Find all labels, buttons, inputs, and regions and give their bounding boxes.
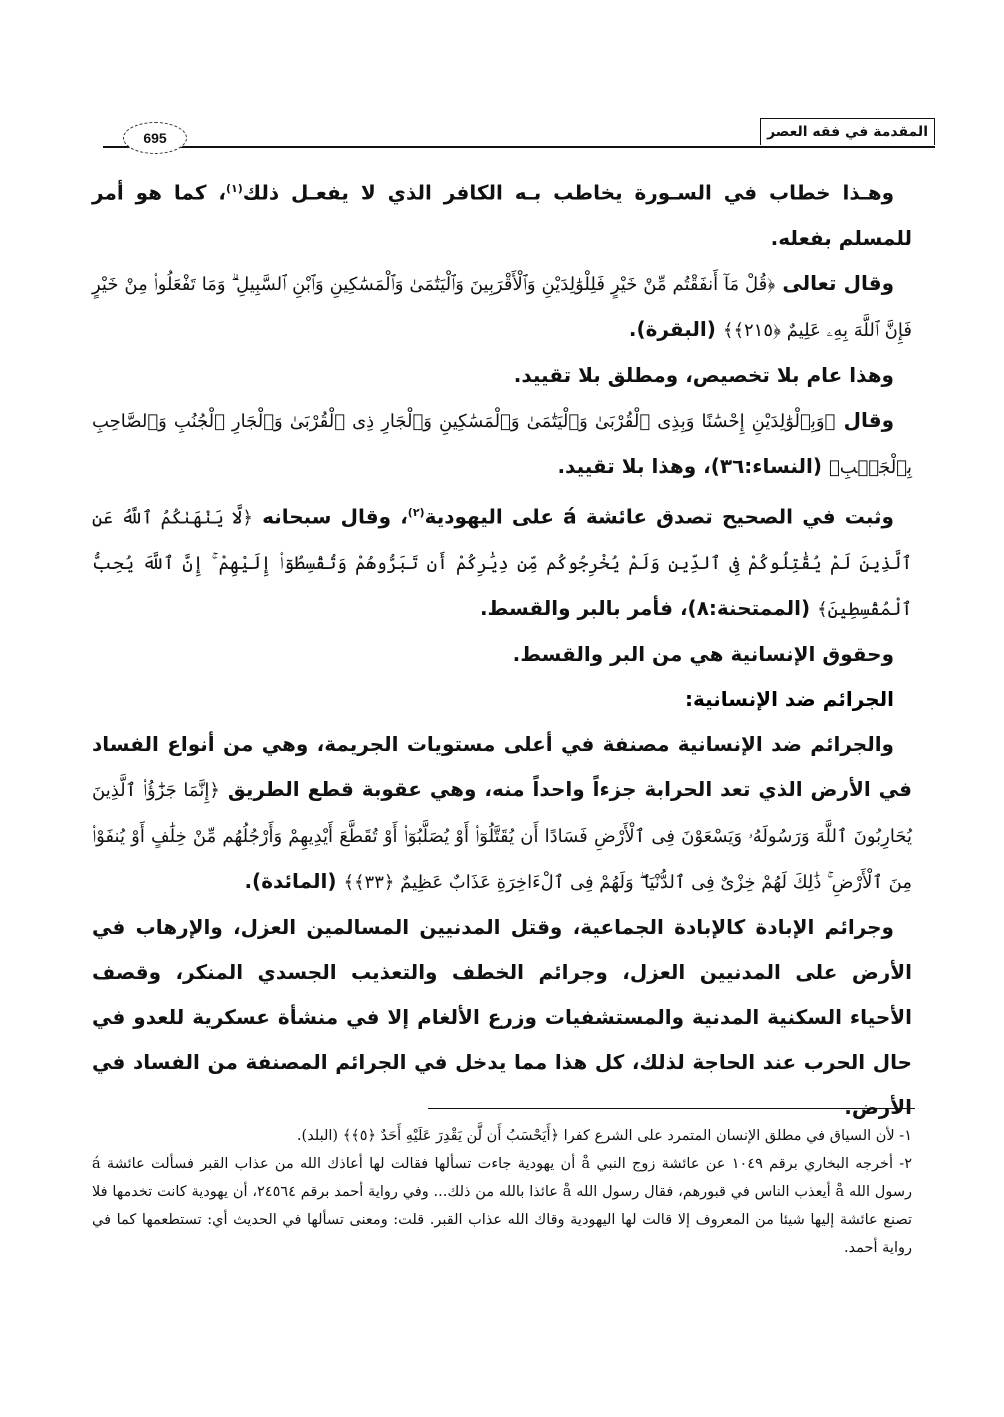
text: والجرائم ضد الإنسانية مصنفة في أعلى مستويات الجريمة، وهي من أنواع الفساد في الأرض الذي تعد الحرابة جزءاً واحداً منه، وهي عقوبة قطع الطريق [92, 732, 912, 802]
paragraph [92, 722, 912, 905]
text: (الممتحنة:٨)، فأمر بالبر والقسط. [479, 596, 818, 621]
book-title: المقدمة في فقه العصر [760, 118, 935, 145]
paragraph [92, 261, 912, 353]
quran-verse: ﴿إِنَّمَا جَزَٰٓؤُا۟ ٱلَّذِينَ يُحَارِبُونَ ٱللَّهَ وَرَسُولَهُۥ وَيَسْعَوْنَ فِى ٱلْأَرْضِ فَسَادًا أَن يُقَتَّلُوٓا۟ أَوْ يُصَلَّبُوٓا۟ أَوْ تُقَطَّعَ أَيْدِيهِمْ وَأَرْجُلُهُم مِّنْ خِلَٰفٍ أَوْ يُنفَوْا۟ مِنَ ٱلْأَرْضِ ۚ ذَٰلِكَ لَهُمْ خِزْىٌ فِى ٱلدُّنْيَا ۖ وَلَهُمْ فِى ٱلْءَاخِرَةِ عَذَابٌ عَظِيمٌ ﴿٣٣﴾﴾ [92, 780, 912, 894]
quran-verse: ﴿قُلْ مَآ أَنفَقْتُم مِّنْ خَيْرٍ فَلِلْوَٰلِدَيْنِ وَٱلْأَقْرَبِينَ وَٱلْيَتَٰمَىٰ وَٱلْمَسَٰكِينِ وَٱبْنِ ٱلسَّبِيلِ ۗ وَمَا تَفْعَلُوا۟ مِنْ خَيْرٍ فَإِنَّ ٱللَّهَ بِهِۦ عَلِيمٌ ﴿٢١٥﴾﴾ [92, 273, 912, 341]
quran-verse: ﴿وَبِٱلْوَٰلِدَيْنِ إِحْسَٰنًا وَبِذِى ٱلْقُرْبَىٰ وَٱلْيَتَٰمَىٰ وَٱلْمَسَٰكِينِ وَٱلْجَارِ ذِى ٱلْقُرْبَىٰ وَٱلْجَارِ ٱلْجُنُبِ وَٱلصَّاحِبِ بِٱلْجَنۢبِ﴾ [92, 410, 912, 478]
text: (النساء:٣٦)، وهذا بلا تقييد. [557, 453, 829, 478]
section-heading: الجرائم ضد الإنسانية: [685, 687, 894, 712]
text: ، كما هو أمر للمسلم بفعله. [92, 180, 912, 250]
text: وقال تعالى [775, 270, 894, 295]
paragraph [92, 490, 912, 633]
text: ١- لأن السياق في مطلق الإنسان المتمرد على الشرع كفرا [559, 1128, 912, 1144]
footnote-2: ٢- أخرجه البخاري برقم ١٠٤٩ عن عائشة زوج النبي å أن يهودية جاءت تسألها فقالت لها أعاذك الله من عذاب القبر فسألت عائشة á رسول الله å أيعذب الناس في قبورهم، فقال رسول الله å عائذا بالله من ذلك... وفي رواية أحمد برقم ٢٤٥٦٤، أن يهودية كانت تخدمها فلا تصنع عائشة إليها شيئا من المعروف إلا قالت لها اليهودية وقاك الله عذاب القبر. قلت: ومعنى تسألها في الحديث أي: تستطعمها كما في رواية أحمد. [92, 1156, 912, 1256]
footnote-separator [428, 1108, 915, 1109]
text: (البقرة). [628, 316, 723, 341]
paragraph [92, 398, 912, 490]
footnote-ref[interactable]: (١) [225, 182, 243, 195]
paragraph: وجرائم الإبادة كالإبادة الجماعية، وقتل المدنيين المسالمين العزل، والإرهاب في الأرض على المدنيين العزل، وجرائم الخطف والتعذيب الجسدي المنكر، وقصف الأحياء السكنية المدنية والمستشفيات وزرع الألغام إلا في منشأة عسكرية للعدو في حال الحرب عند الحاجة لذلك، كل هذا مما يدخل في الجرائم المصنفة من الفساد في الأرض. [92, 915, 912, 1120]
text: (البلد). [296, 1128, 343, 1144]
footnotes [92, 1122, 912, 1262]
footnote-1 [92, 1122, 912, 1150]
text: وثبت في الصحيح تصدق عائشة á على اليهودية [424, 504, 894, 529]
quran-verse: ﴿أَيَحْسَبُ أَن لَّن يَقْدِرَ عَلَيْهِ أَحَدٌ ﴿٥﴾﴾ [342, 1128, 560, 1144]
paragraph: وهذا عام بلا تخصيص، ومطلق بلا تقييد. [513, 362, 894, 387]
text: (المائدة). [244, 869, 344, 894]
footnote-ref[interactable]: (٢) [407, 505, 425, 519]
main-text [92, 166, 912, 1130]
paragraph [92, 166, 912, 261]
header-rule [103, 146, 935, 148]
paragraph: وحقوق الإنسانية هي من البر والقسط. [512, 642, 894, 667]
text: وهـذا خطاب في السـورة يخاطب بـه الكافر الذي لا يفعـل ذلك [242, 180, 895, 205]
quran-verse: ﴿لَّا يَنْهَىٰكُمُ ٱللَّهُ عَنِ ٱلَّذِينَ لَمْ يُقَٰتِلُوكُمْ فِى ٱلدِّينِ وَلَمْ يُخْرِجُوكُم مِّن دِيَٰرِكُمْ أَن تَبَرُّوهُمْ وَتُقْسِطُوٓا۟ إِلَيْهِمْ ۚ إِنَّ ٱللَّهَ يُحِبُّ ٱلْمُقْسِطِينَ﴾ [92, 507, 912, 621]
text: ، وقال سبحانه [252, 504, 408, 529]
page-number: 695 [123, 122, 187, 154]
text: وقال [835, 407, 895, 432]
page-header [103, 118, 935, 148]
